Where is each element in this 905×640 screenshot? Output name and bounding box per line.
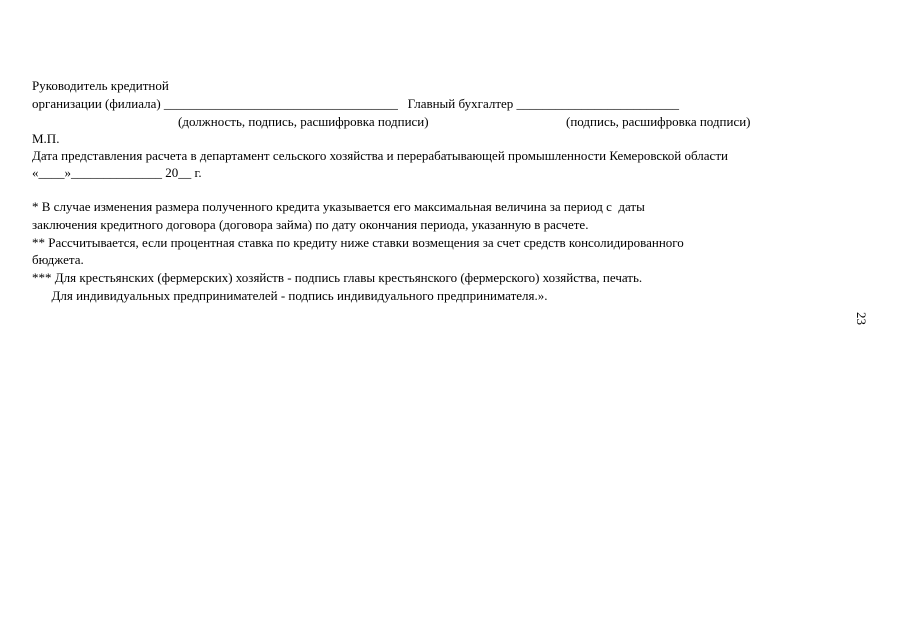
submission-date-field: «____»______________ 20__ г. — [32, 165, 202, 180]
footnote-2-line1: ** Рассчитывается, если процентная ставка по кредиту ниже ставки возмещения за счет средств консолидированного — [32, 235, 684, 250]
stamp-label: М.П. — [32, 131, 60, 146]
page-number: 23 — [854, 312, 869, 325]
accountant-signature-caption: (подпись, расшифровка подписи) — [566, 114, 751, 129]
footnote-1-line1: * В случае изменения размера полученного кредита указывается его максимальная величина за период с даты — [32, 199, 645, 214]
footnote-3-line2: Для индивидуальных предпринимателей - подпись индивидуального предпринимателя.». — [32, 288, 548, 303]
footnote-1-line2: заключения кредитного договора (договора займа) по дату окончания периода, указанную в расчете. — [32, 217, 589, 232]
footnote-3-line1: *** Для крестьянских (фермерских) хозяйств - подпись главы крестьянского (фермерского) хозяйства, печать. — [32, 270, 643, 285]
head-signature-line: организации (филиала) ____________________________________ Главный бухгалтер _________________________ — [32, 96, 680, 111]
head-title-line1: Руководитель кредитной — [32, 78, 169, 93]
footnote-2-line2: бюджета. — [32, 252, 84, 267]
submission-date-label: Дата представления расчета в департамент сельского хозяйства и перерабатывающей промышленности Кемеровской области — [32, 148, 728, 163]
head-signature-caption: (должность, подпись, расшифровка подписи) — [178, 114, 429, 129]
